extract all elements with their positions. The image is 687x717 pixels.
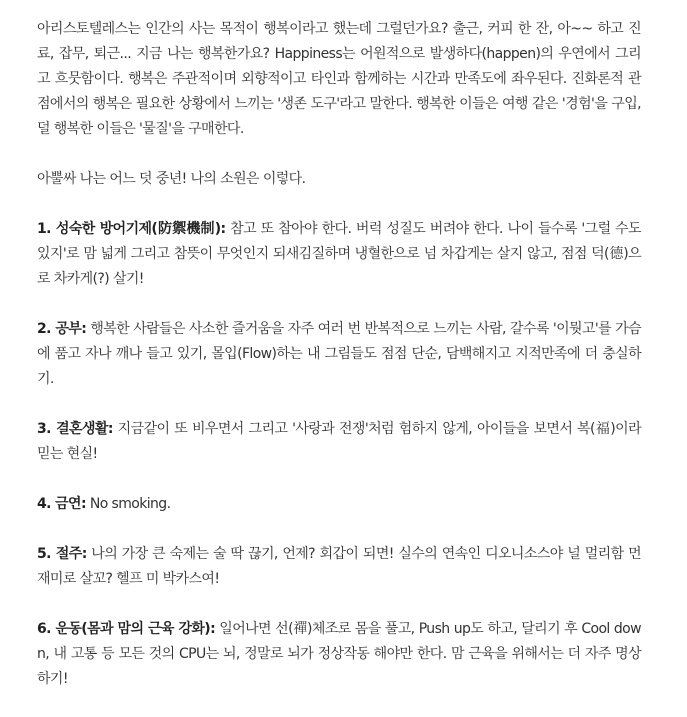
item-text: 지금같이 또 비우면서 그리고 '사랑과 전쟁'처럼 험하지 않게, 아이들을 보면서 복(福)이라 믿는 현실! <box>37 421 641 462</box>
item-heading: 1. 성숙한 방어기제(防禦機制): <box>37 221 226 237</box>
item-heading: 4. 금연: <box>37 496 86 512</box>
intro-paragraph: 아리스토텔레스는 인간의 사는 목적이 행복이라고 했는데 그럴던가요? 출근, 커피 한 잔, 아~~ 하고 진료, 잡무, 퇴근... 지금 나는 행복한가요? Happiness는 어원적으로 발생하다(happen)의 우연에서 그리고 흐뭇함이다. 행복은 주관적이며 외향적이고 타인과 함께하는 시간과 만족도에 좌우된다. 진화론적 관점에서의 행복은 필요한 상황에서 느끼는 '생존 도구'라고 말한다. 행복한 이들은 여행 같은 '경험'을 구입, 덜 행복한 이들은 '물질'을 구매한다. <box>37 21 641 137</box>
list-item <box>37 217 641 292</box>
item-heading: 6. 운동(몸과 맘의 근육 강화): <box>37 621 216 637</box>
article-body <box>37 17 641 717</box>
item-text: 일어나면 선(禪)체조로 몸을 풀고, Push up도 하고, 달리기 후 Cool down, 내 고통 등 모든 것의 CPU는 뇌, 정말로 뇌가 정상작동 해야만 한다. 맘 근육을 위해서는 더 자주 명상하기! <box>37 621 641 687</box>
list-item <box>37 417 641 467</box>
list-item <box>37 492 641 517</box>
item-text: 나의 가장 큰 숙제는 술 딱 끊기, 언제? 회갑이 되면! 실수의 연속인 디오니소스야 널 멀리함 먼 재미로 살꼬? 헬프 미 박카스여! <box>37 546 641 587</box>
list-item <box>37 542 641 592</box>
wish-paragraph: 아뿔싸 나는 어느 덧 중년! 나의 소원은 이렇다. <box>37 171 306 187</box>
item-heading: 3. 결혼생활: <box>37 421 113 437</box>
item-text: No smoking. <box>85 496 171 512</box>
item-heading: 5. 절주: <box>37 546 87 562</box>
list-item <box>37 317 641 392</box>
item-text: 참고 또 참아야 한다. 버럭 성질도 버려야 한다. 나이 들수록 '그럴 수도 있지'로 맘 넓게 그리고 참뜻이 무엇인지 되새김질하며 냉혈한으로 넘 차갑게는 살지 않고, 점점 덕(德)으로 차카게(?) 살기! <box>37 221 641 287</box>
item-text: 행복한 사람들은 사소한 즐거움을 자주 여러 번 반복적으로 느끼는 사람, 갈수록 '이뭣고'를 가슴에 품고 자나 깨나 들고 있기, 몰입(Flow)하는 내 그림들도 점점 단순, 담백해지고 지적만족에 더 충실하기. <box>37 321 641 387</box>
list-item <box>37 617 641 692</box>
item-heading: 2. 공부: <box>37 321 87 337</box>
